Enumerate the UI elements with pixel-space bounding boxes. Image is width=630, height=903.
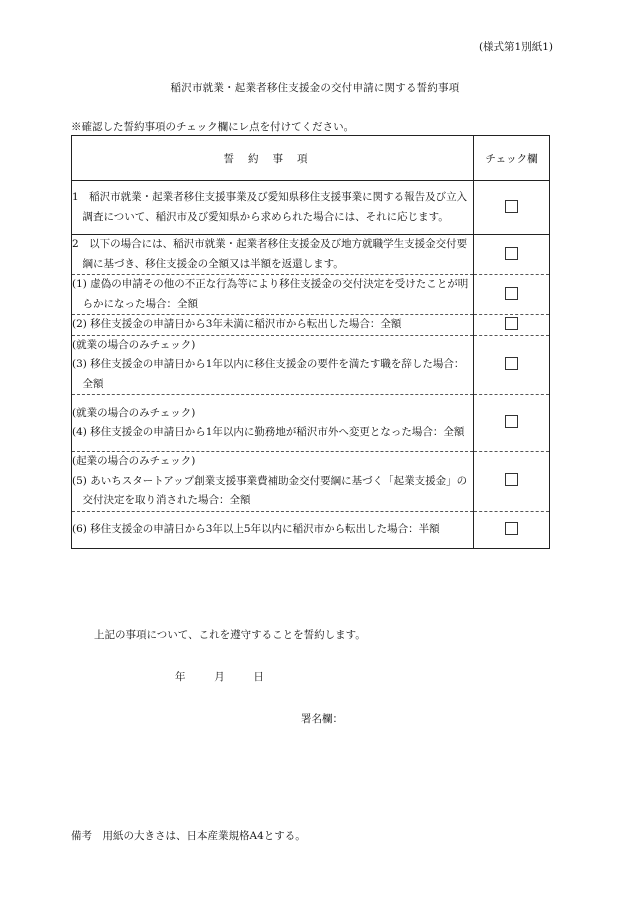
pledge-text: (5) あいちスタートアップ創業支援事業費補助金交付要綱に基づく「起業支援金」の交付決定を取り消された場合：全額 [72,474,468,506]
condition-note: (就業の場合のみチェック) [72,338,196,351]
header-pledge-items: 誓約事項 [72,136,474,181]
pledge-text: (1) 虚偽の申請その他の不正な行為等により移住支援金の交付決定を受けたことが明らかになった場合：全額 [72,278,469,310]
table-row [72,275,550,315]
pledge-text: 2 以下の場合には、稲沢市就業・起業者移住支援金及び地方就職学生支援金交付要綱に基づき、移住支援金の全額又は半額を返還します。 [72,238,468,270]
pledge-checkbox[interactable] [505,522,518,535]
date-line [175,669,264,684]
table-row [72,315,550,336]
pledge-table [71,135,550,549]
remark-text: 備考 用紙の大きさは、日本産業規格A4とする。 [71,830,306,842]
pledge-text: 1 稲沢市就業・起業者移住支援事業及び愛知県移住支援事業に関する報告及び立入調査について、稲沢市及び愛知県から求められた場合には、それに応じます。 [72,191,468,223]
signature-label: 署名欄： [301,713,343,725]
pledge-checkbox[interactable] [505,415,518,428]
pledge-text: (6) 移住支援金の申請日から3年以上5年以内に稲沢市から転出した場合：半額 [72,522,440,535]
date-month-label: 月 [214,671,225,683]
table-row [72,452,550,512]
table-row [72,335,550,395]
instruction-text: ※確認した誓約事項のチェック欄にレ点を付けてください。 [71,121,355,133]
declaration-text: 上記の事項について、これを遵守することを誓約します。 [94,629,366,641]
form-number: (様式第1別紙1) [478,41,553,53]
table-row [72,395,550,452]
table-row [72,235,550,275]
condition-note: (就業の場合のみチェック) [72,406,196,419]
document-title: 稲沢市就業・起業者移住支援金の交付申請に関する誓約事項 [170,82,460,94]
pledge-checkbox[interactable] [505,200,518,213]
header-check-column: チェック欄 [474,136,550,181]
date-day-label: 日 [253,671,264,683]
pledge-checkbox[interactable] [505,473,518,486]
table-row [72,181,550,235]
pledge-text: (2) 移住支援金の申請日から3年未満に稲沢市から転出した場合：全額 [72,318,402,330]
pledge-checkbox[interactable] [505,287,518,300]
date-year-label: 年 [175,671,186,683]
pledge-text: (4) 移住支援金の申請日から1年以内に勤務地が稲沢市外へ変更となった場合：全額 [72,426,465,438]
table-row [72,511,550,548]
pledge-text: (3) 移住支援金の申請日から1年以内に移住支援金の要件を満たす職を辞した場合：全額 [72,358,465,390]
pledge-checkbox[interactable] [505,357,518,370]
pledge-checkbox[interactable] [505,247,518,260]
condition-note: (起業の場合のみチェック) [72,455,196,467]
pledge-checkbox[interactable] [505,317,518,330]
